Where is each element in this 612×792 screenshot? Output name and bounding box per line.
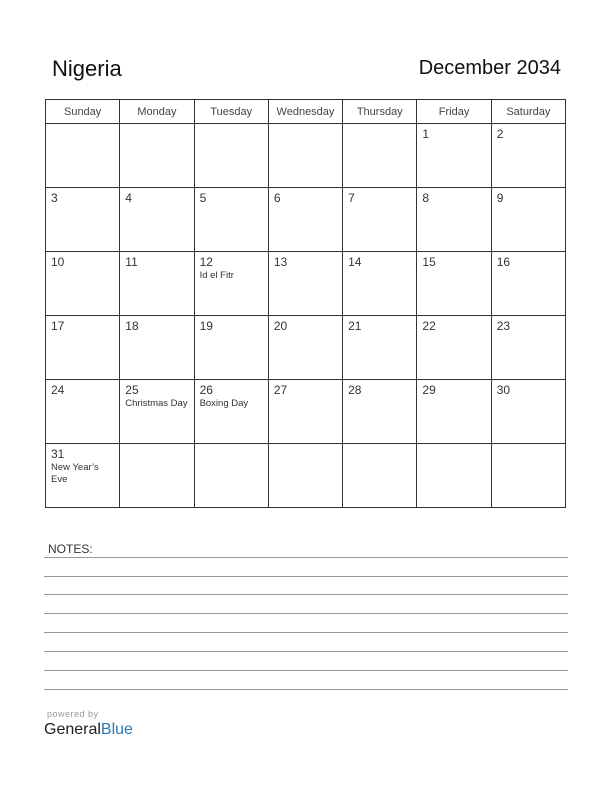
- holiday-label: Boxing Day: [199, 398, 249, 409]
- note-line: [44, 651, 568, 652]
- day-number: 24: [51, 383, 65, 397]
- day-number: 21: [348, 319, 362, 333]
- week-row: [46, 380, 566, 444]
- day-number: 13: [273, 255, 288, 269]
- week-row: [46, 444, 566, 508]
- day-cell[interactable]: [46, 188, 120, 252]
- day-cell[interactable]: [194, 444, 268, 508]
- notes-label: NOTES:: [48, 542, 93, 556]
- day-cell[interactable]: [268, 124, 342, 188]
- day-number: 9: [496, 191, 504, 205]
- day-number: 6: [273, 191, 281, 205]
- week-row: [46, 316, 566, 380]
- weekday-thursday: Thursday: [343, 100, 417, 124]
- note-line: [44, 670, 568, 671]
- day-cell[interactable]: [268, 380, 342, 444]
- day-number: 4: [125, 191, 132, 205]
- day-number: 25: [125, 383, 139, 397]
- week-row: [46, 252, 566, 316]
- day-cell[interactable]: [120, 316, 194, 380]
- day-cell[interactable]: [120, 188, 194, 252]
- powered-by-text: powered by: [47, 709, 99, 719]
- weekday-tuesday: Tuesday: [194, 100, 268, 124]
- day-cell[interactable]: [491, 380, 565, 444]
- day-cell[interactable]: [120, 124, 194, 188]
- day-cell[interactable]: [46, 124, 120, 188]
- day-number: 26: [199, 383, 213, 397]
- day-cell[interactable]: [194, 316, 268, 380]
- day-number: 15: [422, 255, 436, 269]
- weekday-monday: Monday: [120, 100, 194, 124]
- day-cell[interactable]: [343, 380, 417, 444]
- day-cell[interactable]: [120, 444, 194, 508]
- calendar-grid: [45, 99, 566, 508]
- day-cell[interactable]: [491, 124, 565, 188]
- brand-general: General: [44, 721, 101, 738]
- day-cell[interactable]: [46, 444, 120, 508]
- weekday-sunday: Sunday: [46, 100, 120, 124]
- holiday-label: Id el Fitr: [199, 270, 234, 281]
- day-number: 22: [422, 319, 436, 333]
- note-line: [44, 594, 568, 595]
- day-cell[interactable]: [343, 252, 417, 316]
- day-cell[interactable]: [417, 188, 491, 252]
- week-row: [46, 188, 566, 252]
- day-number: 7: [348, 191, 355, 205]
- day-cell[interactable]: [194, 188, 268, 252]
- day-cell[interactable]: [491, 316, 565, 380]
- day-cell[interactable]: [343, 124, 417, 188]
- day-cell[interactable]: [120, 380, 194, 444]
- weekday-saturday: Saturday: [491, 100, 565, 124]
- note-line: [44, 576, 568, 577]
- day-cell[interactable]: [343, 316, 417, 380]
- note-line: [44, 613, 568, 614]
- day-number: 19: [199, 319, 213, 333]
- day-cell[interactable]: [417, 252, 491, 316]
- weekday-header-row: [46, 100, 566, 124]
- day-cell[interactable]: [417, 444, 491, 508]
- day-cell[interactable]: [491, 252, 565, 316]
- day-number: 16: [496, 255, 511, 269]
- day-number: 3: [51, 191, 58, 205]
- note-line: [44, 689, 568, 690]
- day-number: 2: [496, 127, 504, 141]
- day-number: 10: [51, 255, 65, 269]
- day-number: 5: [199, 191, 207, 205]
- day-number: 18: [125, 319, 139, 333]
- day-cell[interactable]: [268, 252, 342, 316]
- holiday-label: New Year’s Eve: [51, 462, 99, 485]
- day-number: 20: [273, 319, 288, 333]
- day-cell[interactable]: [417, 380, 491, 444]
- weekday-friday: Friday: [417, 100, 491, 124]
- day-number: 1: [422, 127, 430, 141]
- brand-blue: Blue: [100, 721, 133, 738]
- day-number: 29: [422, 383, 436, 397]
- day-cell[interactable]: [194, 380, 268, 444]
- day-cell[interactable]: [343, 444, 417, 508]
- day-number: 30: [496, 383, 511, 397]
- day-number: 11: [125, 255, 138, 269]
- day-number: 23: [496, 319, 511, 333]
- country-title: Nigeria: [52, 56, 122, 81]
- weekday-wednesday: Wednesday: [268, 100, 342, 124]
- week-row: [46, 124, 566, 188]
- day-cell[interactable]: [343, 188, 417, 252]
- day-number: 31: [51, 447, 65, 461]
- day-cell[interactable]: [268, 316, 342, 380]
- day-number: 14: [348, 255, 362, 269]
- day-cell[interactable]: [120, 252, 194, 316]
- day-cell[interactable]: [417, 124, 491, 188]
- day-cell[interactable]: [194, 252, 268, 316]
- day-number: 27: [273, 383, 288, 397]
- holiday-label: Christmas Day: [125, 398, 188, 409]
- note-line: [44, 557, 568, 558]
- day-cell[interactable]: [491, 444, 565, 508]
- day-cell[interactable]: [46, 380, 120, 444]
- day-number: 17: [51, 319, 65, 333]
- month-title: December 2034: [418, 57, 561, 79]
- day-cell[interactable]: [46, 252, 120, 316]
- day-cell[interactable]: [46, 316, 120, 380]
- day-number: 12: [199, 255, 213, 269]
- day-cell[interactable]: [194, 124, 268, 188]
- generalblue-logo[interactable]: [44, 721, 133, 739]
- day-cell[interactable]: [268, 444, 342, 508]
- day-cell[interactable]: [491, 188, 565, 252]
- day-number: 8: [422, 191, 430, 205]
- note-line: [44, 632, 568, 633]
- day-number: 28: [348, 383, 362, 397]
- day-cell[interactable]: [417, 316, 491, 380]
- day-cell[interactable]: [268, 188, 342, 252]
